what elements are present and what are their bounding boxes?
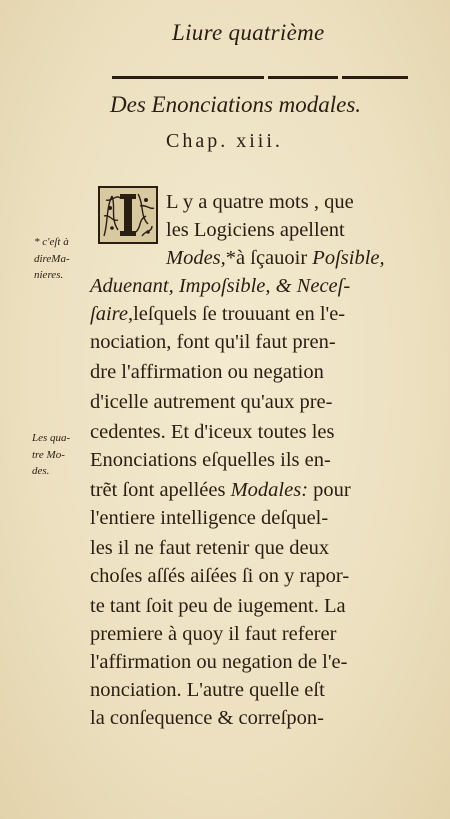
margin-note-line: tre Mo- (32, 448, 65, 461)
text-line: Aduenant, Impoſsible, & Neceſ- (90, 275, 351, 297)
text-line: choſes aſſés aiſées ſi on y rapor- (90, 565, 350, 587)
text-span: pour (313, 479, 351, 501)
text-line (166, 248, 385, 269)
text-line: l'entiere intelligence deſquel- (90, 507, 329, 529)
text-span: *à ſçauoir (225, 247, 308, 269)
text-italic: Modes, (166, 247, 226, 269)
text-line: la conſequence & correſpon- (90, 707, 324, 729)
margin-note-manieres (34, 234, 70, 284)
text-line: L y a quatre mots , que (166, 191, 354, 213)
initial-letter: I (128, 226, 129, 227)
text-line: Enonciations eſquelles ils en- (90, 449, 331, 471)
text-line: nociation, font qu'il faut pren- (90, 331, 336, 353)
text-line: d'icelle autrement qu'aux pre- (90, 391, 333, 413)
text-line: premiere à quoy il faut referer (90, 623, 337, 645)
text-italic: Modales: (230, 479, 309, 501)
header-rule (268, 76, 338, 79)
margin-note-line: nieres. (34, 269, 64, 281)
text-line: dre l'affirmation ou negation (90, 361, 324, 383)
text-line: l'affirmation ou negation de l'e- (90, 651, 348, 673)
margin-note-quatre-modes (32, 430, 70, 480)
running-title: Liure quatrième (172, 20, 325, 45)
margin-note-line: direMa- (34, 252, 70, 265)
text-span: trẽt ſont apellées (90, 479, 226, 501)
text-italic: Poſsible, (312, 247, 385, 269)
text-line (90, 304, 345, 325)
text-line: les il ne faut retenir que deux (90, 537, 330, 559)
text-line: nonciation. L'autre quelle eſt (90, 679, 325, 701)
margin-note-line: des. (32, 465, 50, 477)
margin-note-line: Les qua- (32, 432, 71, 444)
header-rule (112, 76, 264, 79)
text-line: te tant ſoit peu de iugement. La (90, 595, 346, 617)
ornamental-initial (98, 186, 158, 244)
text-span: leſquels ſe trouuant en l'e- (133, 303, 346, 325)
text-line: cedentes. Et d'iceux toutes les (90, 421, 335, 443)
margin-note-line: * c'eſt à (34, 236, 69, 248)
text-line (90, 480, 351, 501)
header-rule (342, 76, 408, 79)
text-line: les Logiciens apellent (166, 219, 345, 241)
chapter-number: Chap. xiii. (166, 130, 283, 152)
section-title: Des Enonciations modales. (110, 92, 362, 117)
text-italic: ſaire, (90, 303, 134, 325)
